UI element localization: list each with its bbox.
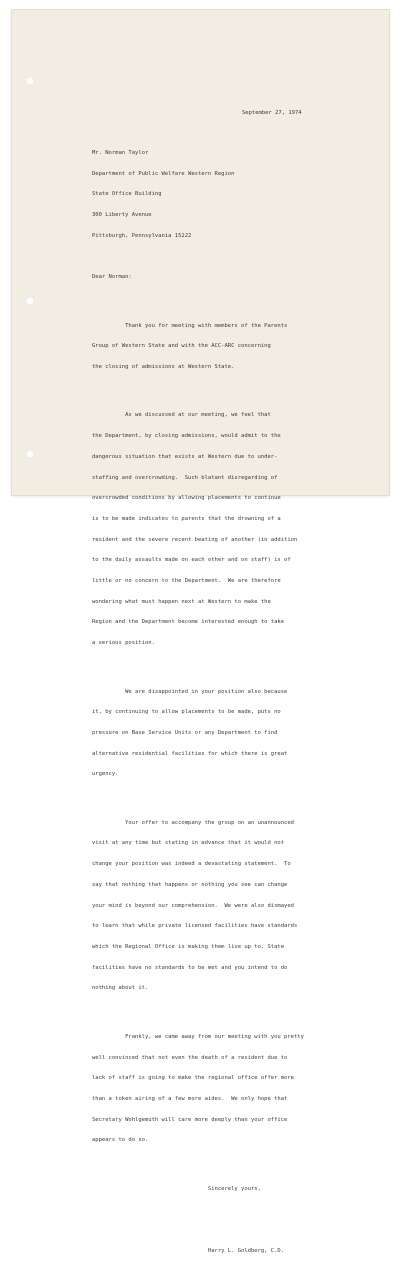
- paragraph-line: wondering what must happen next at Western to make the: [92, 598, 271, 605]
- paragraph-line: visit at any time but stating in advance that it would not: [92, 840, 285, 847]
- letter-page: [12, 10, 389, 1255]
- address-line: Department of Public Welfare Western Region: [92, 170, 235, 177]
- signature: Harry L. Goldberg, C.D.: [92, 1248, 285, 1255]
- paragraph-line: which the Regional Office is making them live up to, State: [92, 944, 285, 950]
- paragraph-line: the Department, by closing admissions, would admit to the: [92, 433, 281, 440]
- paragraph-line: resident and the severe recent beating of another (in addition: [92, 536, 298, 543]
- paragraph-line: say that nothing that happens or nothing you see can change: [92, 881, 288, 888]
- paragraph-line: staffing and overcrowding. Such blatant disregarding of: [92, 474, 278, 481]
- paragraph-line: Region and the Department become interested enough to take: [92, 619, 285, 626]
- paragraph-line: your mind is beyond our comprehension. We were also dismayed: [92, 902, 294, 909]
- paragraph-line: nothing about it.: [92, 985, 149, 992]
- salutation: Dear Norman:: [92, 274, 132, 281]
- paragraph-line: Your offer to accompany the group on an unannounced: [92, 819, 294, 826]
- letter-body: [92, 136, 372, 1269]
- paragraph-line: is to be made indicates to parents that the drowning of a: [92, 515, 281, 522]
- paragraph-line: overcrowded conditions by allowing placements to continue: [92, 495, 281, 502]
- paragraph-line: well convinced that not even the death of a resident due to: [92, 1054, 288, 1061]
- letter-date: September 27, 1974: [242, 110, 302, 116]
- address-line: State Office Building: [92, 191, 162, 198]
- paragraph-line: We are disappointed in your position also because: [92, 688, 288, 695]
- paragraph-line: to learn that while private licensed facilities have standards: [92, 923, 298, 930]
- paragraph-line: urgency.: [92, 771, 119, 778]
- paragraph-line: facilities have no standards to be met and you intend to do: [92, 964, 288, 971]
- paragraph-line: little or no concern to the Department. We are therefore: [92, 578, 281, 585]
- paragraph-line: a serious position.: [92, 640, 155, 647]
- paragraph-line: than a token airing of a few more aides. We only hope that: [92, 1095, 288, 1102]
- address-line: 300 Liberty Avenue: [92, 211, 152, 218]
- paragraph-line: change your position was indeed a devastating statement. To: [92, 861, 291, 868]
- paragraph-line: Secretary Wohlgemuth will care more deeply than your office: [92, 1116, 288, 1123]
- paragraph-line: alternative residential facilities for which there is great: [92, 750, 288, 757]
- paragraph-line: pressure on Base Service Units or any Department to find: [92, 729, 278, 736]
- paragraph-line: Group of Western State and with the ACC-ARC concerning: [92, 343, 271, 350]
- paragraph-line: the closing of admissions at Western State.: [92, 363, 235, 370]
- paragraph-line: appears to do so.: [92, 1137, 149, 1144]
- address-line: Pittsburgh, Pennsylvania 15222: [92, 232, 192, 239]
- paragraph-line: it, by continuing to allow placements to be made, puts no: [92, 709, 281, 716]
- punch-hole: [26, 77, 34, 85]
- paragraph-line: As we discussed at our meeting, we feel that: [92, 412, 271, 419]
- paragraph-line: Frankly, we came away from our meeting with you pretty: [92, 1033, 304, 1040]
- closing: Sincerely yours,: [92, 1185, 261, 1192]
- paragraph-line: dangerous situation that exists at Western due to under-: [92, 453, 278, 460]
- punch-hole: [26, 297, 34, 305]
- address-line: Mr. Norman Taylor: [92, 149, 149, 156]
- paragraph-line: to the daily assaults made on each other and on staff) is of: [92, 557, 291, 564]
- paragraph-line: Thank you for meeting with members of the Parents: [92, 322, 288, 329]
- punch-hole: [26, 450, 34, 458]
- paragraph-line: lack of staff is going to make the regional office offer more: [92, 1075, 294, 1082]
